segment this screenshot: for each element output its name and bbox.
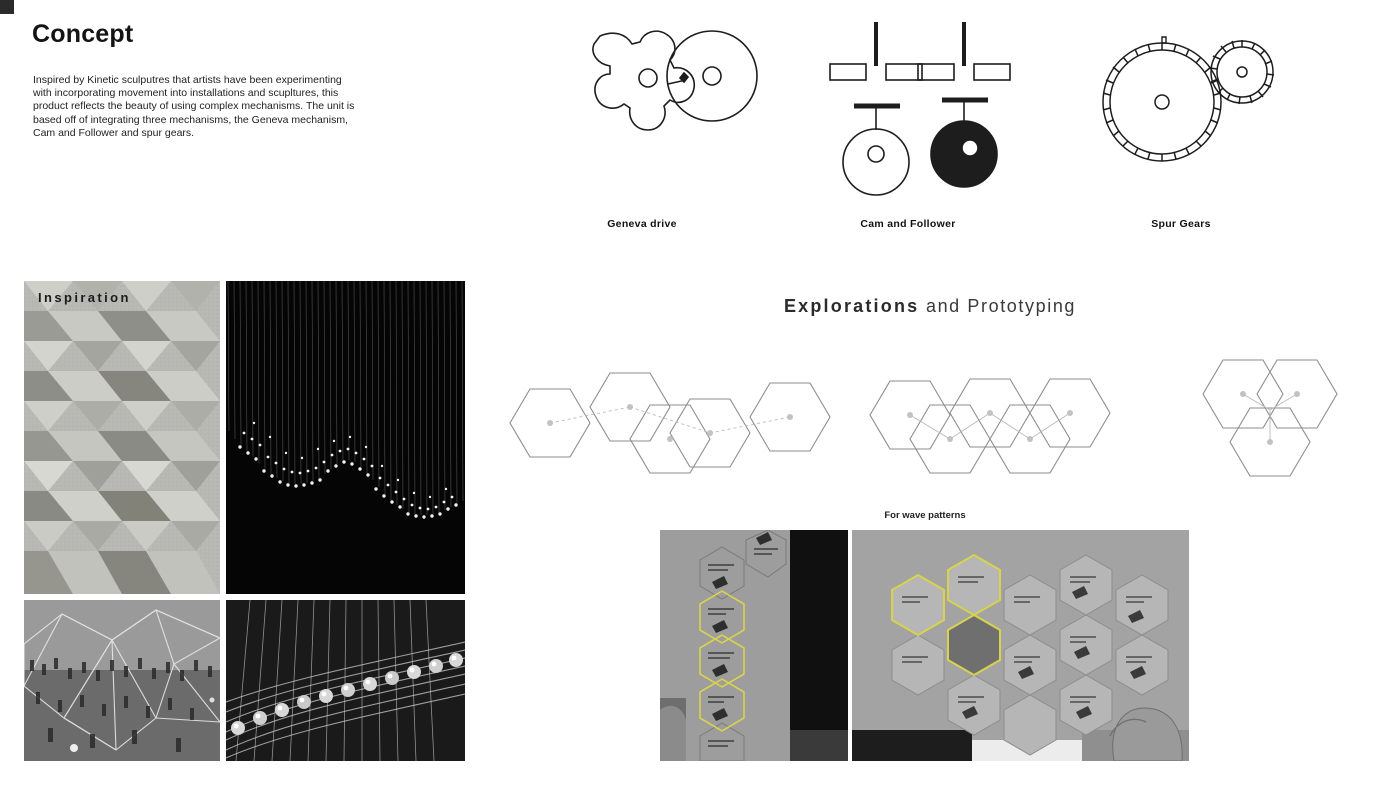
spur-gears-diagram — [1100, 20, 1280, 190]
explorations-heading-bold: Explorations — [783, 296, 920, 316]
prototype-photo-cluster — [852, 530, 1189, 761]
inspiration-image-geodesic-dome — [24, 600, 220, 761]
concept-body-text: Inspired by Kinetic sculputres that artists have been experimenting with incorporating movement into installations and scupltures, this product reflects the beauty of using complex mechanisms. The unit is based off of integrating three mechanisms, the Geneva mechanism, Cam and Follower and spur gears. — [33, 74, 355, 139]
hex-chain-diagram-a — [500, 355, 840, 500]
cam-and-follower-caption: Cam and Follower — [860, 218, 956, 230]
inspiration-image-grid — [24, 281, 441, 761]
cam-and-follower-diagram — [810, 14, 1030, 204]
wave-patterns-caption: For wave patterns — [884, 510, 966, 521]
page-title: Concept — [32, 20, 134, 48]
corner-marker — [0, 0, 14, 14]
hex-chain-diagram-b — [860, 355, 1135, 500]
prototype-photo-strip — [660, 530, 848, 761]
geneva-drive-diagram — [540, 14, 780, 204]
inspiration-label: Inspiration — [38, 290, 131, 305]
inspiration-image-string-installation — [226, 281, 465, 594]
inspiration-image-concrete-relief — [24, 281, 220, 594]
spur-gears-caption: Spur Gears — [1151, 218, 1211, 230]
inspiration-image-sphere-rail — [226, 600, 465, 761]
explorations-heading — [700, 296, 1160, 317]
hex-cluster-diagram — [1195, 348, 1345, 493]
explorations-heading-rest: and Prototyping — [919, 296, 1077, 316]
geneva-drive-caption: Geneva drive — [607, 218, 677, 230]
